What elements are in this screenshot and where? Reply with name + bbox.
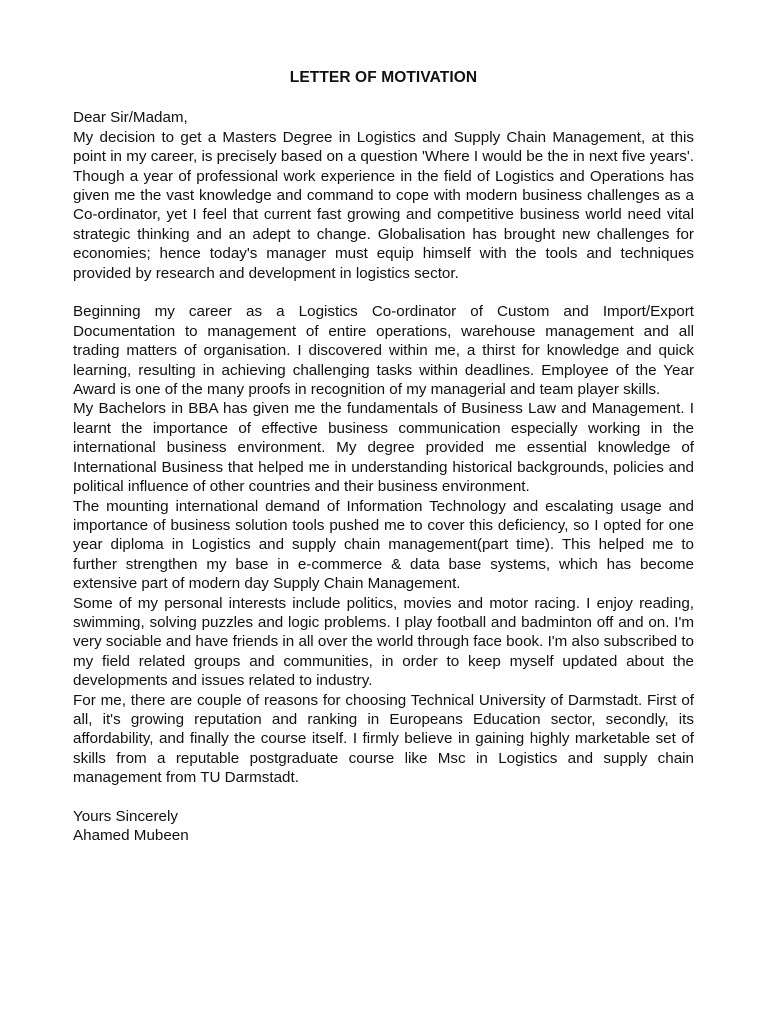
paragraph-university-choice: For me, there are couple of reasons for choosing Technical University of Darmstadt. First of all, it's growing reputation and ranking in Europeans Education sector, secondly, its affordability, and finally the course itself. I firmly believe in gaining highly marketable set of skills from a reputable postgraduate course like Msc in Logistics and supply chain management from TU Darmstadt. [73,691,694,787]
letter-page [73,68,694,846]
paragraph-diploma: The mounting international demand of Information Technology and escalating usage and importance of business solution tools pushed me to cover this deficiency, so I opted for one year diploma in Logistics and supply chain management(part time). This helped me to further strengthen my base in e-commerce & data base systems, which has become extensive part of modern day Supply Chain Management. [73,497,694,593]
closing-line: Yours Sincerely [73,808,178,825]
paragraph-interests: Some of my personal interests include politics, movies and motor racing. I enjoy reading, swimming, solving puzzles and logic problems. I play football and badminton off and on. I'm very sociable and have friends in all over the world through face book. I'm also subscribed to my field related groups and communities, in order to keep myself updated about the developments and issues related to industry. [73,594,694,690]
closing-spacer [73,788,694,807]
paragraph-degree-motivation: My decision to get a Masters Degree in Logistics and Supply Chain Management, at this point in my career, is precisely based on a question 'Where I would be the in next five years'. Though a year of professional work experience in the field of Logistics and Operations has given me the vast knowledge and command to cope with modern business challenges as a Co-ordinator, yet I feel that current fast growing and competitive business world need vital strategic thinking and an adept to change. Globalisation has brought new challenges for economies; hence today's manager must equip himself with the tools and techniques provided by research and development in logistics sector. [73,128,694,282]
paragraph-spacer [73,283,694,302]
salutation: Dear Sir/Madam, [73,109,188,127]
paragraph-bachelors: My Bachelors in BBA has given me the fundamentals of Business Law and Management. I learnt the importance of effective business communication especially working in the international business environment. My degree provided me essential knowledge of International Business that helped me in understanding historical backgrounds, policies and political influence of other countries and their business environment. [73,400,694,496]
letter-title: LETTER OF MOTIVATION [289,69,478,86]
signature-name: Ahamed Mubeen [73,827,189,845]
paragraph-career: Beginning my career as a Logistics Co-ordinator of Custom and Import/Export Documentation to management of entire operations, warehouse management and all trading matters of organisation. I discovered within me, a thirst for knowledge and quick learning, resulting in achieving challenging tasks within deadlines. Employee of the Year Award is one of the many proofs in recognition of my managerial and team player skills. [73,303,694,399]
